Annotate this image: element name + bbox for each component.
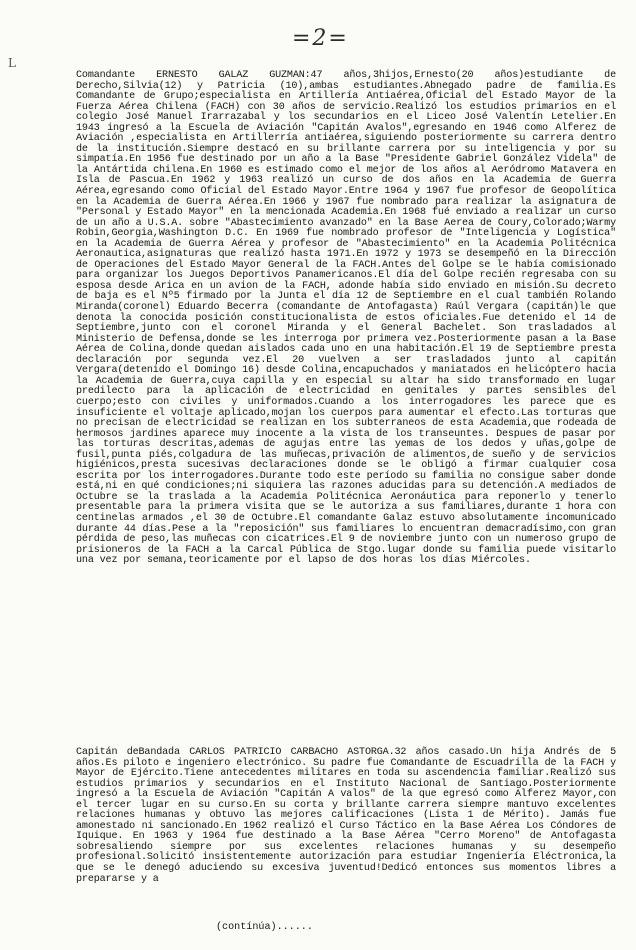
paragraph-galaz-guzman: Comandante ERNESTO GALAZ GUZMAN:47 años,3hijos,Ernesto(20 años)estudiante de Derecho,Silvia(12) y Patricia (10),ambas estudiantes.Abnegado padre de familia.Es Comandante de Grupo;especialista en Artillería Antiaérea,Oficial del Estado Mayor de la Fuerza Aérea Chilena (FACH) con 30 años de servicio.Realizó los estudios primarios en el colegio José Manuel Irarrazabal y los secundarios en el Liceo José Valentín Letelier.En 1943 ingresó a la Escuela de Aviación "Capitán Avalos",egresando en 1946 como Alferez de Aviación ,especialista en Artillerría antiaérea,siguiendo posteriormente su carrera dentro de la institución.Siempre destacó en su brillante carrera por su inteligencia y por su simpatía.En 1956 fue destinado por un año a la Base "Presidente Gabriel González Videla" de la Antártida chilena.En 1960 es estimado como el mejor de los años al Aeródromo Matavera en Isla de Pascua.En 1962 y 1963 realizó un curso de dos años en la Academia de Guerra Aérea,egresando como Oficial del Estado Mayor.Entre 1964 y 1967 fue profesor de Geopolítica en la Academia de Guerra Aérea.En 1966 y 1967 fue nombrado para realizar la asignatura de "Personal y Estado Mayor" en la mencionada Academia.En 1968 fué enviado a realizar un curso de un año a U.S.A. sobre "Abastecimiento avanzado" en la Base Aerea de Coury,Colorado;Warmy Robin,Georgia,Washington D.C. En 1969 fue nombrado profesor de "Inteligencia y Logística" en la Academia de Guerra Aérea y profesor de "Abastecimiento" en la Academia Politécnica Aeronautica,asignaturas que realizó hasta 1971.En 1972 y 1973 se desempeñó en la Dirección de Operaciones del Estado Mayor General de la FACH.Antes del Golpe se le había comisionado para organizar los Juegos Deportivos Panamericanos.El día del Golpe recién regresaba con su esposa desde Arica en un avion de la FACH, adonde había sido enviado en misión.Su decreto de baja es el Nº5 firmado por la Junta el día 12 de Septiembre en el cual también Rolando Miranda(coronel) Eduardo Becerra (comandante de Antofagasta) Raúl Vergara (capitán)le que denota la conocida posición constitucionalista de estos oficiales.Fue detenido el 14 de Septiembre,junto con el coronel Miranda y el General Bachelet. Son trasladados al Ministerio de Defensa,donde se les interroga por primera vez.Posteriormente pasan a la Base Aérea de Colina,donde quedan aislados cada uno en una habitación.El 19 de Septiembre presta declaración por segunda vez.El 20 vuelven a ser trasladados junto al capitán Vergara(detenido el Domingo 16) desde Colina,encapuchados y maniatados en helicóptero hacia la Academia de Guerra,cuya capilla y en especial su altar ha sido transformado en lugar predilecto para la aplicación de electricidad en genitales y partes sensibles del cuerpo;esto con civiles y uniformados.Cuando a los interrogadores les parece que es insuficiente el voltaje aplicado,mojan los cuerpos para aumentar el efecto.Las torturas que no precisan de electricidad se realizan en los subterraneos de esta Academia,que rodeada de hermosos jardines aparece muy inocente a la vista de los transeuntes. Despues de pasar por las torturas descritas,ademas de agujas entre las yemas de los dedos y uñas,golpe de fusil,punta piés,colgadura de las muñecas,privación de alimentos,de sueño y de servicios higiénicos,presta sucesivas declaraciones donde se le obligó a firmar cualquier cosa escrita por los interrogadores.Durante todo este período su familia no consigue saber donde está,ni en qué condiciones;ni siquiera las razones aducidas para su detención.A mediados de Octubre se la traslada a la Academia Politécnica Aeronáutica para reponerlo y tenerlo presentable para la primera visita que se le autoriza a sus familiares,durante 1 hora con centinelas armados ,el 30 de Octubre.El comandante Galaz estuvo absolutamente incomunicado durante 44 días.Pese a la "reposición" sus familiares lo encuentran demacradísimo,con gran pérdida de peso,las muñecas con cicatrices.El 9 de noviembre junto con un numeroso grupo de prisioneros de la FACH a la Carcal Pública de Stgo.lugar donde su familia puede visitarlo una vez por semana,teoricamente por el lapso de dos horas los días Miércoles. xyxy=(76,70,616,567)
paragraph-carbacho-astorga: Capitán deBandada CARLOS PATRICIO CARBACHO ASTORGA.32 años casado.Un hija Andrés de 5 años.Es piloto e ingeniero electrónico. Su padre fue Comandante de Escuadrilla de la FACH y Mayor de Ejército.Tiene antecedentes militares en toda su ascendencia familiar.Realizó sus estudios primarios y secundarios en el Instituto Nacional de Santiago.Posteriormente ingresó a la Escuela de Aviación "Capitán A valos" de la que egresó como Alferez Mayor,con el tercer lugar en su curso.En su corta y brillante carrera siempre mantuvo excelentes relaciones humanas y obtuvo las mejores calificaciones (Lista 1 de Mérito). Jamás fue amonestado ni sancionado.En 1962 realizó el Curso Táctico en la Base Aérea Los Cóndores de Iquique. En 1963 y 1964 fue destinado a la Base Aérea "Cerro Moreno" de Antofagasta sobresaliendo siempre por sus excelentes relaciones humanas y su desempeño profesional.Solicitó insistentemente autorización para estudiar Ingeniería Eléctronica,la que se le denegó aduciendo su excesiva juventud!Dedicó entonces sus momentos libres a prepararse y a xyxy=(76,747,616,885)
corner-mark: L xyxy=(8,56,16,70)
page-number-mark: =2= xyxy=(292,26,349,51)
continuation-note: (contínúa)...... xyxy=(216,922,313,933)
